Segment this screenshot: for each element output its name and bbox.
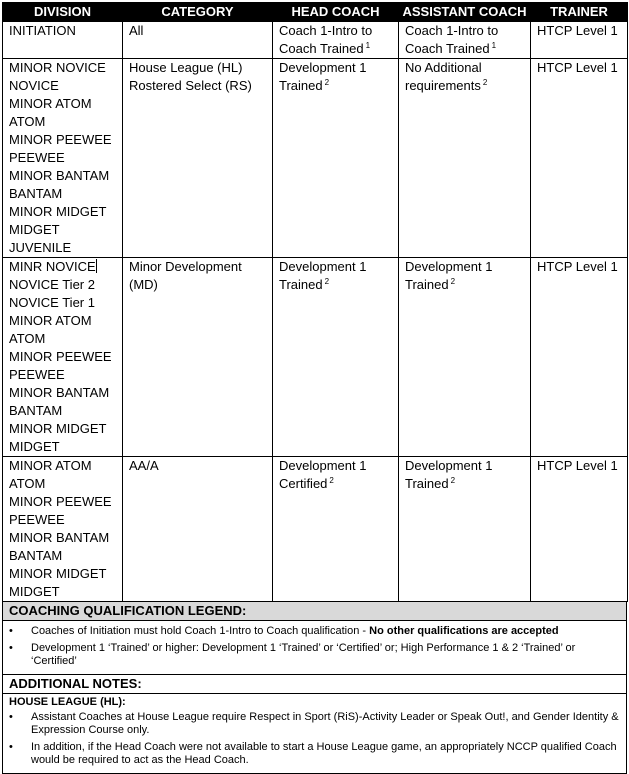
- bullet-icon: •: [9, 642, 13, 654]
- header-head-coach: HEAD COACH: [273, 3, 399, 22]
- category-cell: [123, 22, 273, 59]
- division-name: NOVICE Tier 2: [9, 277, 95, 292]
- category-text: All: [129, 23, 144, 38]
- head-coach-text: Coach 1-Intro to: [279, 23, 373, 38]
- notes-title: ADDITIONAL NOTES:: [2, 675, 627, 694]
- division-name: JUVENILE: [9, 240, 72, 255]
- assistant-coach-cell: [399, 258, 531, 457]
- footnote-marker: 1: [365, 41, 371, 50]
- division-name: MINOR ATOM: [9, 458, 92, 473]
- header-trainer: TRAINER: [531, 3, 628, 22]
- footnote-marker: 2: [324, 78, 330, 87]
- assistant-coach-text: Coach 1-Intro to: [405, 23, 499, 38]
- requirements-table: [2, 2, 628, 602]
- division-name: MIDGET: [9, 222, 60, 237]
- head-coach-cell: [273, 59, 399, 258]
- category-cell: [123, 258, 273, 457]
- head-coach-cell: [273, 22, 399, 59]
- header-division: DIVISION: [3, 3, 123, 22]
- division-name: MINOR NOVICE: [9, 60, 106, 75]
- bullet-icon: •: [9, 625, 13, 637]
- legend-item-text: Coaches of Initiation must hold Coach 1-Intro to Coach qualification -: [31, 625, 370, 637]
- category-text: (MD): [129, 277, 158, 292]
- assistant-coach-cell: [399, 457, 531, 602]
- table-row: [3, 59, 628, 258]
- category-text: AA/A: [129, 458, 159, 473]
- footnote-marker: 2: [329, 476, 334, 485]
- division-name: MINOR ATOM: [9, 313, 92, 328]
- footnote-marker: 2: [324, 277, 330, 286]
- trainer-text: HTCP Level 1: [537, 259, 618, 274]
- division-name: BANTAM: [9, 548, 63, 563]
- division-name: MINOR PEEWEE: [9, 494, 112, 509]
- assistant-coach-text: Trained $^2$: [405, 476, 456, 491]
- category-text: House League (HL): [129, 60, 243, 75]
- head-coach-cell: [273, 258, 399, 457]
- footnote-marker: 1: [491, 41, 497, 50]
- head-coach-text: Certified $^2$: [279, 476, 334, 491]
- legend-item: [9, 625, 620, 638]
- category-cell: [123, 457, 273, 602]
- assistant-coach-cell: [399, 59, 531, 258]
- footnote-marker: 2: [450, 476, 456, 485]
- division-name: PEEWEE: [9, 512, 65, 527]
- category-cell: [123, 59, 273, 258]
- assistant-coach-text: Development 1: [405, 458, 493, 473]
- legend-title: COACHING QUALIFICATION LEGEND:: [2, 602, 627, 621]
- division-cell: [3, 22, 123, 59]
- division-name: BANTAM: [9, 403, 63, 418]
- division-name: ATOM: [9, 476, 46, 491]
- division-name: MINOR PEEWEE: [9, 132, 112, 147]
- header-assistant-coach: ASSISTANT COACH: [399, 3, 531, 22]
- note-item-text: In addition, if the Head Coach were not available to start a House League game, an appropriately NCCP qualified Coach would be required to act as the Head Coach.: [31, 741, 617, 766]
- legend-item: [9, 642, 620, 668]
- head-coach-text: Development 1: [279, 259, 367, 274]
- division-name: PEEWEE: [9, 150, 65, 165]
- trainer-text: HTCP Level 1: [537, 60, 618, 75]
- division-cell: [3, 258, 123, 457]
- division-name: MIDGET: [9, 439, 60, 454]
- head-coach-text: Coach Trained $^1$: [279, 41, 371, 56]
- division-name: MINOR MIDGET: [9, 204, 107, 219]
- bullet-icon: •: [9, 711, 13, 723]
- qualification-sheet: [2, 2, 627, 774]
- division-name: NOVICE Tier 1: [9, 295, 95, 310]
- trainer-text: HTCP Level 1: [537, 23, 618, 38]
- legend-box: [2, 621, 627, 675]
- assistant-coach-cell: [399, 22, 531, 59]
- division-name: MINOR MIDGET: [9, 566, 107, 581]
- head-coach-text: Development 1: [279, 458, 367, 473]
- division-cell: [3, 59, 123, 258]
- footnote-marker: 2: [482, 78, 488, 87]
- division-name: PEEWEE: [9, 367, 65, 382]
- trainer-cell: [531, 59, 628, 258]
- notes-box: [2, 694, 627, 774]
- division-name: MINOR BANTAM: [9, 168, 110, 183]
- assistant-coach-text: Coach Trained $^1$: [405, 41, 497, 56]
- legend-item-emphasis: No other qualifications are accepted: [369, 625, 559, 637]
- division-name: MINOR BANTAM: [9, 530, 110, 545]
- note-item: [9, 711, 620, 737]
- head-coach-text: Development 1: [279, 60, 367, 75]
- assistant-coach-text: requirements $^2$: [405, 78, 488, 93]
- trainer-text: HTCP Level 1: [537, 458, 618, 473]
- division-name: NOVICE: [9, 78, 59, 93]
- assistant-coach-text: No Additional: [405, 60, 482, 75]
- note-item: [9, 741, 620, 767]
- notes-subtitle: HOUSE LEAGUE (HL):: [9, 696, 126, 708]
- head-coach-cell: [273, 457, 399, 602]
- division-name: MIDGET: [9, 584, 60, 599]
- header-category: CATEGORY: [123, 3, 273, 22]
- division-cell: [3, 457, 123, 602]
- category-text: Rostered Select (RS): [129, 78, 252, 93]
- division-name: MINOR BANTAM: [9, 385, 110, 400]
- division-name: BANTAM: [9, 186, 63, 201]
- division-name: MINR NOVICE: [9, 259, 96, 274]
- text-cursor: [96, 259, 97, 273]
- head-coach-text: Trained $^2$: [279, 277, 330, 292]
- legend-item-text: Development 1 ‘Trained’ or higher: Development 1 ‘Trained’ or ‘Certified’ or; High Performance 1 & 2 ‘Trained’ or ‘Certified’: [31, 642, 576, 667]
- division-name: MINOR MIDGET: [9, 421, 107, 436]
- division-name: MINOR ATOM: [9, 96, 92, 111]
- table-row: [3, 22, 628, 59]
- trainer-cell: [531, 22, 628, 59]
- assistant-coach-text: Trained $^2$: [405, 277, 456, 292]
- table-row: [3, 258, 628, 457]
- division-name: MINOR PEEWEE: [9, 349, 112, 364]
- footnote-marker: 2: [450, 277, 456, 286]
- note-item-text: Assistant Coaches at House League require Respect in Sport (RiS)-Activity Leader or Speak Out!, and Gender Identity & Expression Course only.: [31, 711, 619, 736]
- table-header-row: [3, 3, 628, 22]
- division-name: ATOM: [9, 331, 46, 346]
- table-row: [3, 457, 628, 602]
- division-name: INITIATION: [9, 23, 76, 38]
- trainer-cell: [531, 457, 628, 602]
- trainer-cell: [531, 258, 628, 457]
- assistant-coach-text: Development 1: [405, 259, 493, 274]
- category-text: Minor Development: [129, 259, 242, 274]
- head-coach-text: Trained $^2$: [279, 78, 330, 93]
- bullet-icon: •: [9, 741, 13, 753]
- division-name: ATOM: [9, 114, 46, 129]
